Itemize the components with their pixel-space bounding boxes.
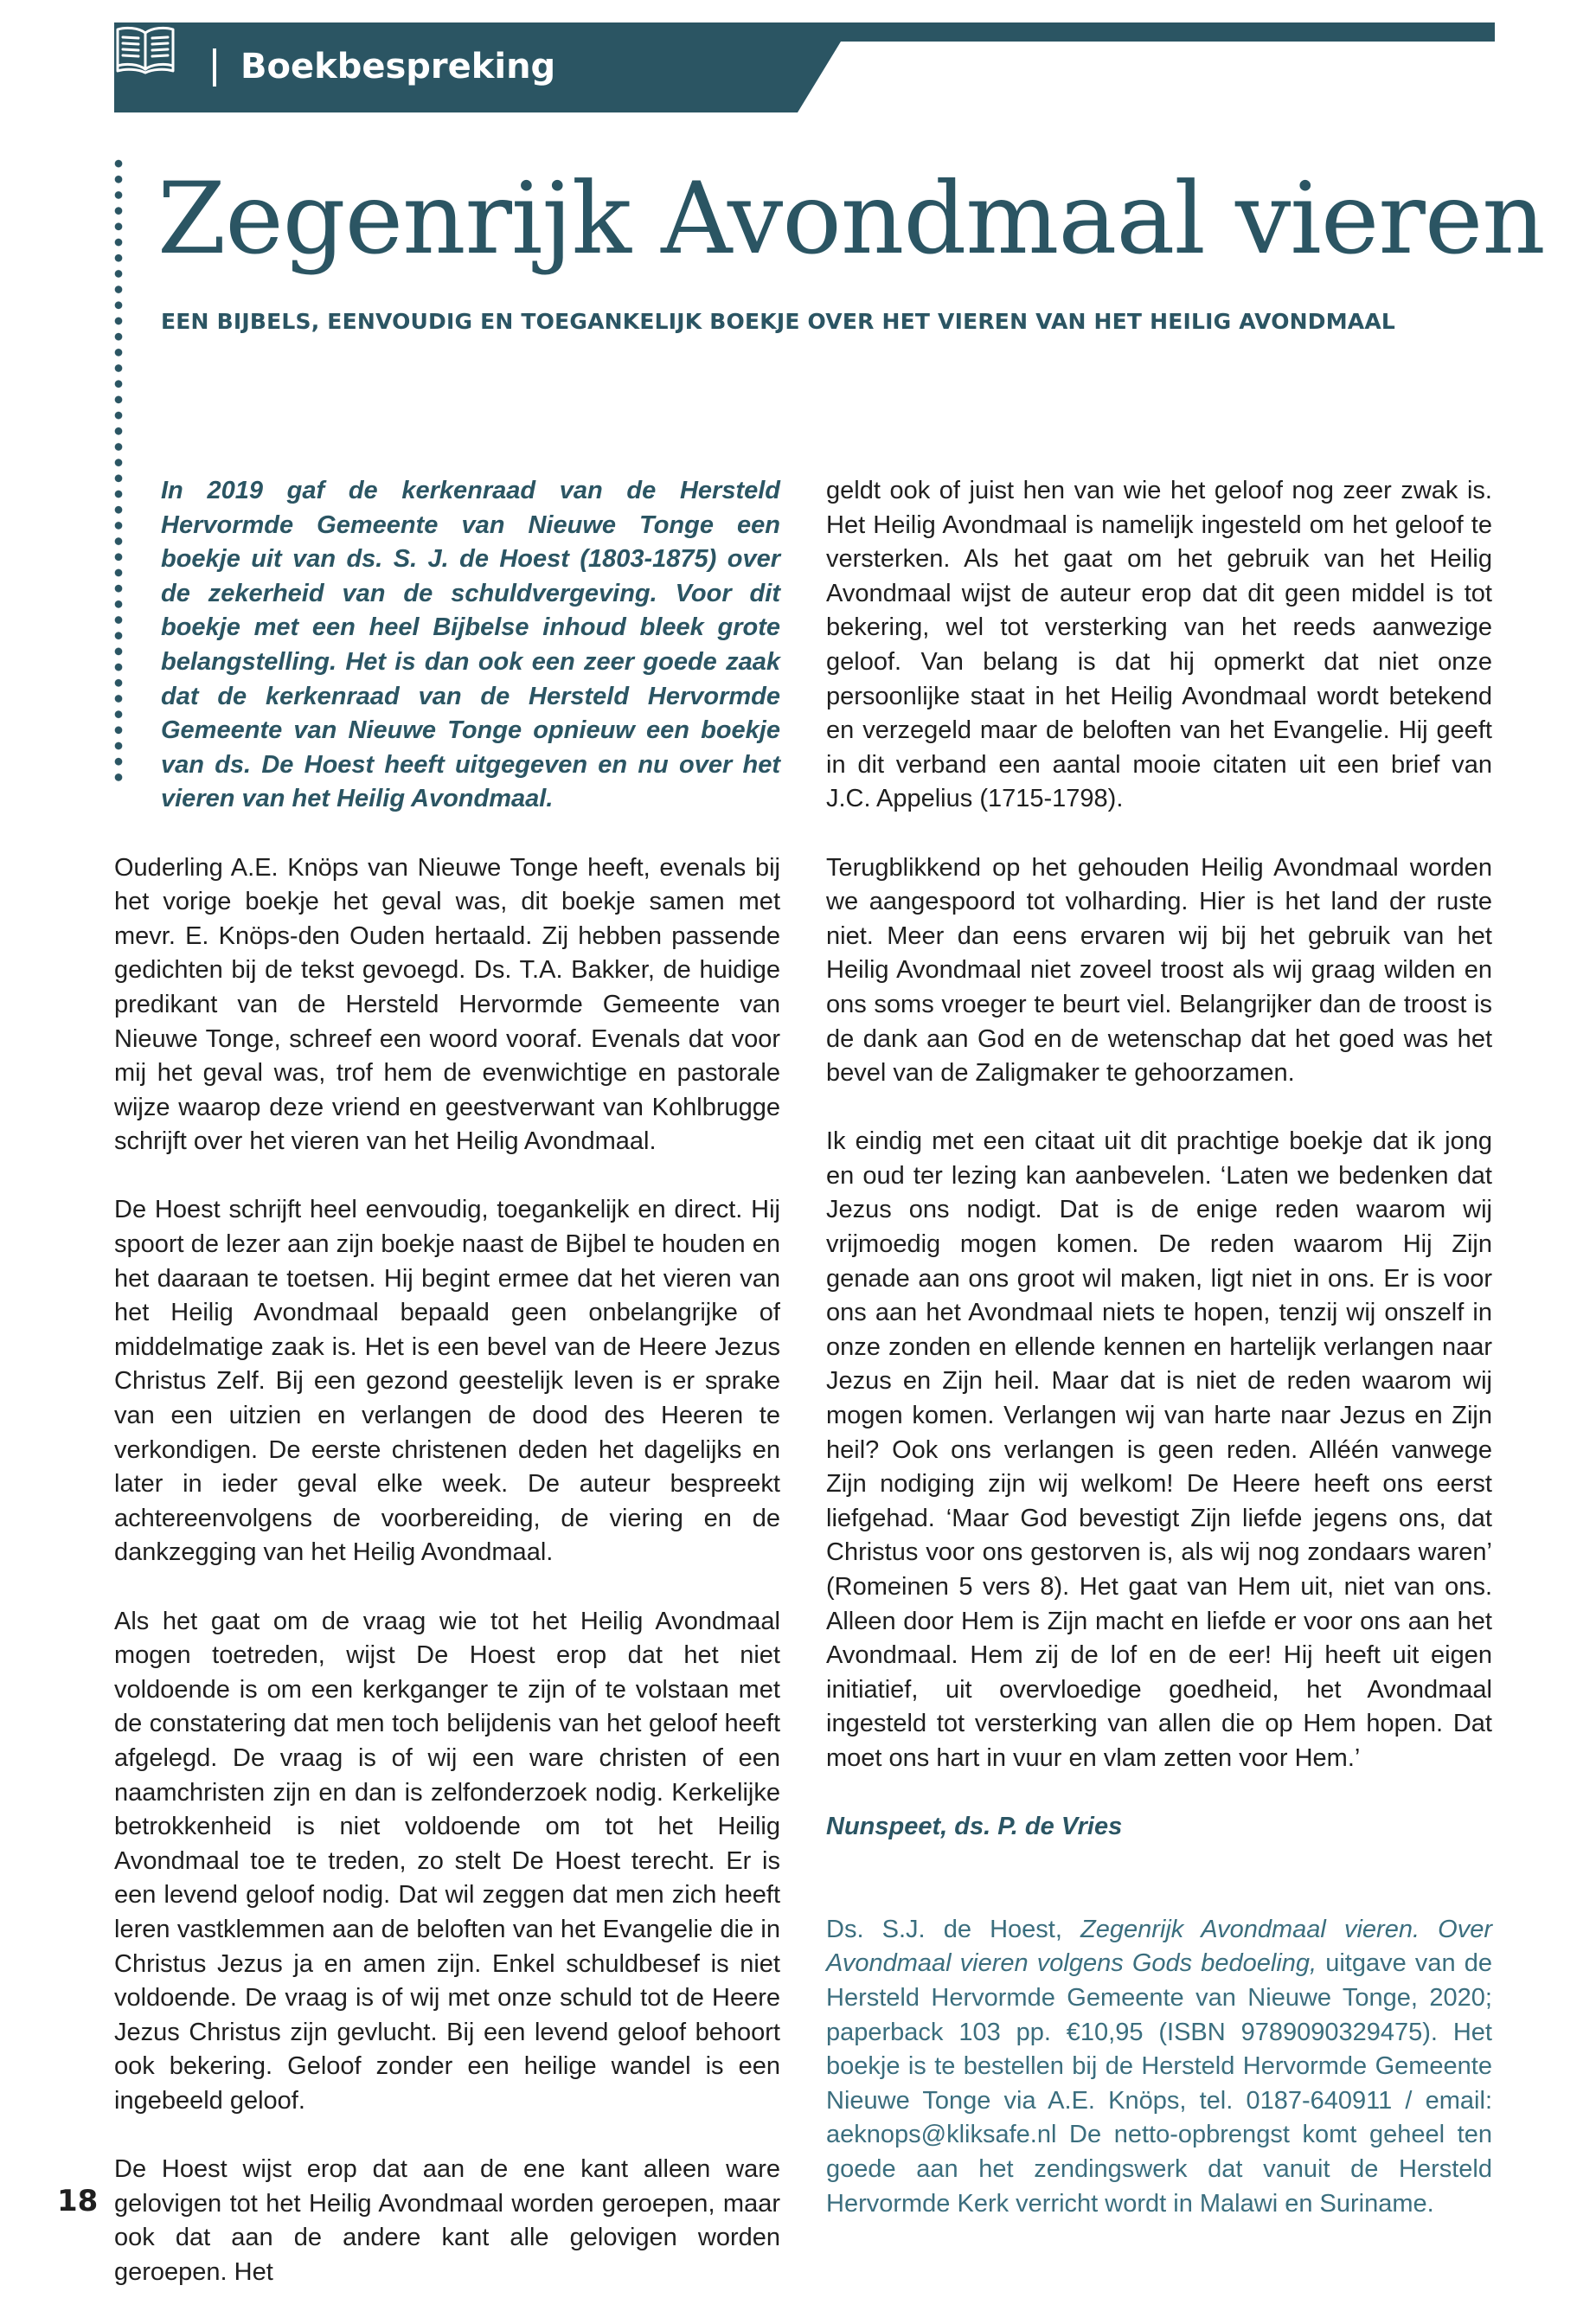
book-author: Ds. S.J. de Hoest, bbox=[826, 1915, 1080, 1943]
book-details: uitgave van de Hersteld Hervormde Gemeente van Nieuwe Tonge, 2020; paperback 103 pp. €10,95 (ISBN 9789090329475). Het boekje is te bestellen bij de Hersteld Hervormde Gemeente Nieuwe Tonge via A.E. Knöps, tel. 0187-640911 / email: aeknops@kliksafe.nl De netto-opbrengst komt geheel ten goede aan het zendingswerk dat vanuit de Hersteld Hervormde Kerk verricht wordt in Malawi en Suriname. bbox=[826, 1949, 1492, 2218]
book-info bbox=[826, 1913, 1492, 2221]
body-paragraph: Als het gaat om de vraag wie tot het Heilig Avondmaal mogen toetreden, wijst De Hoest erop dat het niet voldoende is om een kerkganger te zijn of te volstaan met de constatering dat men toch belijdenis van het geloof heeft afgelegd. De vraag is of wij een ware christen of een naamchristen zijn en dan is zelfonderzoek nodig. Kerkelijke betrokkenheid is niet voldoende om tot het Heilig Avondmaal toe te treden, zo stelt De Hoest terecht. Er is een levend geloof nodig. Dat wil zeggen dat men zich heeft leren vastklemmen aan de beloften van het Evangelie die in Christus Jezus ja en amen zijn. Enkel schuldbesef is niet voldoende. De vraag is of wij met onze schuld tot de Heere Jezus Christus zijn gevlucht. Bij een levend geloof behoort ook bekering. Geloof zonder een heilige wandel is een ingebeeld geloof. bbox=[114, 1607, 780, 2115]
section-label: Boekbespreking bbox=[240, 47, 556, 87]
book-title: Zegenrijk Avondmaal vieren. Over Avondmaal vieren volgens Gods bedoeling, bbox=[826, 1915, 1492, 1978]
body-paragraph: Ik eindig met een citaat uit dit prachtige boekje dat ik jong en oud ter lezing kan aanbevelen. ‘Laten we bedenken dat Jezus ons nodigt. Dat is de enige reden waarom wij vrijmoedig mogen komen. De reden waarom Hij Zijn genade aan ons groot wil maken, ligt niet in ons. Er is voor ons aan het Avondmaal niets te hopen, tenzij wij onszelf in onze zonden en ellende kennen en hartelijk verlangen naar Jezus en Zijn heil. Maar dat is niet de reden waarom wij mogen komen. Verlangen wij van harte naar Jezus en Zijn heil? Ook ons verlangen is geen reden. Alléén vanwege Zijn nodiging zijn wij welkom! De Heere heeft ons eerst liefgehad. ‘Maar God bevestigt Zijn liefde jegens ons, dat Christus voor ons gestorven is, als wij nog zondaars waren’ (Romeinen 5 vers 8). Het gaat van Hem uit, niet van ons. Alleen door Hem is Zijn macht en liefde er voor ons aan het Avondmaal. Hem zij de lof en de eer! Hij heeft uit eigen initiatief, uit overvloedige goedheid, het Avondmaal ingesteld tot versterking van allen die op Hem hopen. Dat moet ons hart in vuur en vlam zetten voor Hem.’ bbox=[826, 1127, 1492, 1772]
section-header bbox=[114, 22, 1495, 112]
open-book-icon bbox=[114, 22, 176, 74]
body-paragraph: De Hoest wijst erop dat aan de ene kant alleen ware gelovigen tot het Heilig Avondmaal worden geroepen, maar ook dat aan de andere kant alle gelovigen worden geroepen. Het bbox=[114, 2155, 780, 2286]
intro-paragraph: In 2019 gaf de kerkenraad van de Hersteld Hervormde Gemeente van Nieuwe Tonge een boekje uit van ds. S. J. de Hoest (1803-1875) over de zekerheid van de schuldvergeving. Voor dit boekje met een heel Bijbelse inhoud bleek grote belangstelling. Het is dan ook een zeer goede zaak dat de kerkenraad van de Hersteld Hervormde Gemeente van Nieuwe Tonge opnieuw een boekje van ds. De Hoest heeft uitgegeven en nu over het vieren van het Heilig Avondmaal. bbox=[161, 477, 780, 813]
body-paragraph: De Hoest schrijft heel eenvoudig, toegankelijk en direct. Hij spoort de lezer aan zijn boekje naast de Bijbel te houden en het daaraan te toetsen. Hij begint ermee dat het vieren van het Heilig Avondmaal bepaald geen onbelangrijke of middelmatige zaak is. Het is een bevel van de Heere Jezus Christus Zelf. Bij een gezond geestelijk leven is er sprake van een uitzien en verlangen de dood des Heeren te verkondigen. De eerste christenen deden het dagelijks en later in ieder geval elke week. De auteur bespreekt achtereenvolgens de voorbereiding, de viering en de dankzegging van het Heilig Avondmaal. bbox=[114, 1196, 780, 1567]
author-signature: Nunspeet, ds. P. de Vries bbox=[826, 1813, 1123, 1841]
body-paragraph: Terugblikkend op het gehouden Heilig Avondmaal worden we aangespoord tot volharding. Hier is het land der ruste niet. Meer dan eens ervaren wij bij het gebruik van het Heilig Avondmaal niet zoveel troost als wij graag wilden en ons soms vroeger te beurt viel. Belangrijker dan de troost is de dank aan God en de wetenschap dat het goed was het bevel van de Zaligmaker te gehoorzamen. bbox=[826, 853, 1492, 1088]
left-column bbox=[114, 474, 780, 2324]
page-number: 18 bbox=[57, 2184, 99, 2218]
article-title: Zegenrijk Avondmaal vieren bbox=[157, 161, 1545, 276]
body-paragraph-continued: geldt ook of juist hen van wie het geloof nog zeer zwak is. Het Heilig Avondmaal is namelijk ingesteld om het geloof te versterken. Als het gaat om het gebruik van het Heilig Avondmaal wijst de auteur erop dat dit geen middel is tot bekering, wel tot versterking van het reeds aanwezige geloof. Van belang is dat hij opmerkt dat niet onze persoonlijke staat in het Heilig Avondmaal wordt betekend en verzegeld maar de beloften van het Evangelie. Hij geeft in dit verband een aantal mooie citaten uit een brief van J.C. Appelius (1715-1798). bbox=[826, 477, 1492, 813]
body-paragraph: Ouderling A.E. Knöps van Nieuwe Tonge heeft, evenals bij het vorige boekje het geval was, dit boekje samen met mevr. E. Knöps-den Ouden hertaald. Zij hebben passende gedichten bij de tekst gevoegd. Ds. T.A. Bakker, de huidige predikant van de Hersteld Hervormde Gemeente van Nieuwe Tonge, schreef een woord vooraf. Evenals dat voor mij het geval was, trof hem de evenwichtige en pastorale wijze waarop deze vriend en geestverwant van Kohlbrugge schrijft over het vieren van het Heilig Avondmaal. bbox=[114, 853, 780, 1156]
header-separator bbox=[213, 48, 216, 87]
article-subtitle: EEN BIJBELS, EENVOUDIG EN TOEGANKELIJK BOEKJE OVER HET VIEREN VAN HET HEILIG AVONDMAAL bbox=[161, 309, 1396, 334]
right-column bbox=[826, 474, 1492, 2256]
